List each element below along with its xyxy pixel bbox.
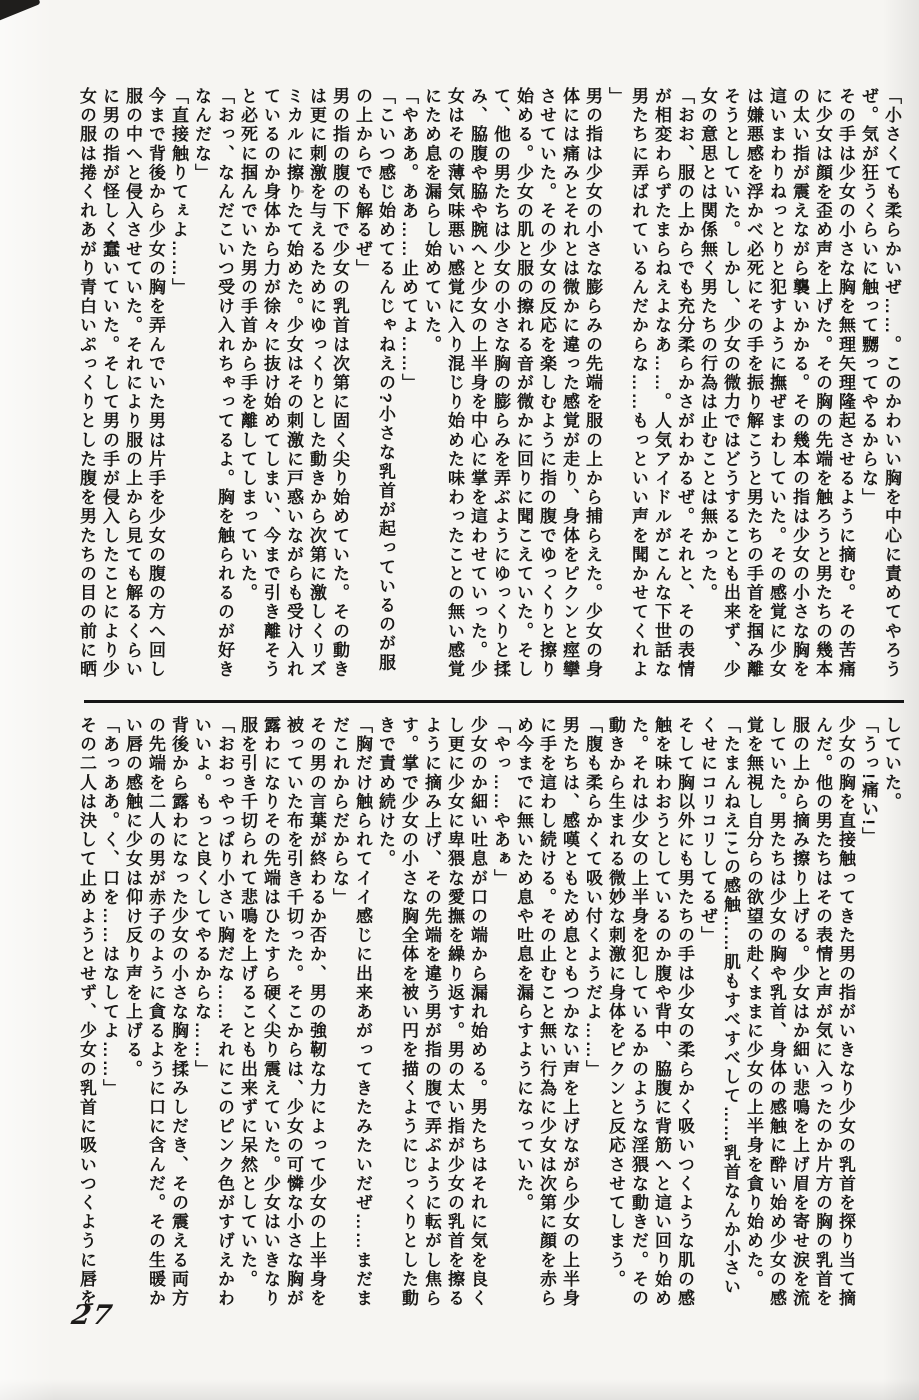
text-column: の上からでも解るぜ」: [353, 87, 372, 278]
page-number: 27: [69, 1300, 117, 1331]
text-column: と必死に掴んでいた男の手首から手を離してしまっていた。: [238, 87, 257, 603]
text-column: 動きから生まれる微妙な刺激に身体をピクンと反応させてしまう。: [606, 716, 625, 1289]
text-column: に少女は顔を歪め声を上げた。その胸の先端を触ろうと男たちの幾本: [813, 87, 832, 680]
text-column: していた。男たちは少女の胸や乳首、身体の感触に酔い始め少女の感: [767, 716, 786, 1309]
text-column: 「直接触りてぇよ……」: [169, 87, 188, 298]
text-column: の太い指が震えながら襲いかかる。その幾本の指は少女の小さな胸を: [790, 87, 809, 680]
text-column: 男たちに弄ばれているんだからな……もっといい声を聞かせてくれよ: [629, 87, 648, 680]
text-column: その男の言葉が終わるか否か、男の強靭な力によって少女の上半身を: [307, 716, 326, 1309]
text-column: し更に少女に卑猥な愛撫を繰り返す。男の太い指が少女の乳首を擦る: [445, 716, 464, 1309]
text-column: 女はその薄気味悪い感覚に入り混じり始めた味わったことの無い感覚: [445, 87, 464, 680]
text-column: 男の指は少女の小さな膨らみの先端を服の上から捕らえた。少女の身: [583, 87, 602, 680]
section-divider: [84, 700, 904, 703]
text-column: 覚を無視し自分らの欲望の赴くままに少女の上半身を貪り始めた。: [744, 716, 763, 1289]
text-column: ように摘み上げ、その先端を違う男が指の腹で弄ぶように転がし焦ら: [422, 716, 441, 1309]
text-column: 「胸だけ触られてイイ感じに出来あがってきたみたいだぜ……まだま: [353, 716, 372, 1309]
text-column: 「やっ……やあぁ」: [491, 716, 510, 888]
text-column: は嫌悪感を浮かべ必死にその手を振り解こうと男たちの手首を掴み離: [744, 87, 763, 680]
text-column: いいよ。もっと良くしてやるからな……」: [192, 716, 211, 1079]
text-column: そうとしていた。しかし、少女の微力ではどうすることも出来ず、少: [721, 87, 740, 680]
text-column: 背後から露わになった少女の小さな胸を揉みしだき、その震える両方: [169, 716, 188, 1309]
text-column: の先端を二人の男が赤子のように貪るように口に含んだ。その生暖か: [146, 716, 165, 1309]
text-column: 服の中へと侵入させていた。それにより服の上から見ても解るくらい: [123, 87, 142, 680]
text-column: んだ。他の男たちはその表情と声が気に入ったのか片方の胸の乳首を: [813, 716, 832, 1309]
text-column: 男の指の腹の下で少女の乳首は次第に固く尖り始めていた。その動き: [330, 87, 349, 680]
text-column: が相変わらずたまらねえよなあ……。人気アイドルがこんな下世話な: [652, 87, 671, 680]
text-column: に男の指が怪しく蠢いていた。そして男の手が侵入したことにより少: [100, 87, 119, 680]
text-column: きで責め続けた。: [376, 716, 395, 869]
text-column: 女の服は捲くれあがり青白いぷっくりとした腹を男たちの目の前に晒: [77, 87, 96, 680]
scan-corner-artifact: [0, 0, 41, 22]
text-column: その手は少女の小さな胸を無理矢理隆起させるように摘む。その苦痛: [836, 87, 855, 680]
text-column: 「こいつ感じ始めてるんじゃねえの?小さな乳首が起っているのが服: [376, 87, 395, 673]
text-column: ミカルに擦りたて始めた。少女はその刺激に戸惑いながらも受け入れ: [284, 87, 303, 680]
text-column: 服を引き千切られて悲鳴を上げることも出来ずに呆然としていた。: [238, 716, 257, 1289]
text-column: ぜ。気が狂うくらいに触って嬲ってやるからな」: [859, 87, 878, 508]
top-text-block: [74, 87, 903, 687]
text-column: していた。: [882, 716, 901, 812]
text-column: 「あっああ。く、口を……はなしてよ……」: [100, 716, 119, 1098]
text-column: その二人は決して止めようとせず、少女の乳首に吸いつくように唇を: [77, 716, 96, 1309]
text-column: 」: [606, 87, 625, 107]
text-column: 少女のか細い吐息が口の端から漏れ始める。男たちはそれに気を良く: [468, 716, 487, 1309]
text-column: なんだな」: [192, 87, 211, 183]
text-column: は更に刺激を与えるためにゆっくりとした動きから次第に激しくリズ: [307, 87, 326, 680]
text-column: ているのか身体から力が徐々に抜け始めてしまい、今まで引き離そう: [261, 87, 280, 680]
text-column: 「小さくても柔らかいぜ……。このかわいい胸を中心に責めてやろう: [882, 87, 901, 680]
text-column: 女の意思とは関係無く男たちの行為は止むことは無かった。: [698, 87, 717, 603]
text-column: くせにコリコリしてるぜ」: [698, 716, 717, 946]
text-column: 触を味わおうとしているのか腹や背中、脇腹に背筋へと這い回り始め: [652, 716, 671, 1309]
text-column: め今までに無いため息や吐息を漏らすようになっていた。: [514, 716, 533, 1213]
text-column: 始める。少女の肌と服の擦れる音が微かに回りに聞こえていた。そし: [514, 87, 533, 680]
text-column: 体には痛みとそれとは微かに違った感覚が走り、身体をピクンと痙攣: [560, 87, 579, 680]
text-column: だこれからだからな」: [330, 716, 349, 907]
text-column: 「おお、服の上からでも充分柔らかさがわかるぜ。それと、その表情: [675, 87, 694, 680]
text-column: 「腹も柔らかくて吸い付くようだよ……」: [583, 716, 602, 1079]
text-column: 少女の胸を直接触ってきた男の指がいきなり少女の乳首を探り当て摘: [836, 716, 855, 1309]
text-column: み、脇腹や脇や腕へと少女の上半身を中心に掌を這わせていった。少: [468, 87, 487, 680]
text-column: 露わになりその先端はひたすら硬く尖り震えていた。少女はいきなり: [261, 716, 280, 1309]
text-column: 「うっ!痛い!」: [859, 716, 878, 847]
text-column: そして胸以外にも男たちの手は少女の柔らかく吸いつくような肌の感: [675, 716, 694, 1309]
text-column: 服の上から摘み擦り上げる。少女はか細い悲鳴を上げ眉を寄せ涙を流: [790, 716, 809, 1309]
text-column: に手を這わし続ける。その止むこと無い行為に少女は次第に顔を赤ら: [537, 716, 556, 1309]
text-column: 男たちは、感嘆ともため息ともつかない声を上げながら少女の上半身: [560, 716, 579, 1309]
text-column: 「おっ、なんだこいつ受け入れちゃってるよ。胸を触られるのが好き: [215, 87, 234, 680]
text-column: た。それは少女の上半身を犯しているかのような淫猥な動きだ。その: [629, 716, 648, 1309]
text-column: 今まで背後から少女の胸を弄んでいた男は片手を少女の腹の方へ回し: [146, 87, 165, 680]
text-column: 被っていた布を引き千切った。そこからは、少女の可憐な小さな胸が: [284, 716, 303, 1309]
bottom-text-block: [74, 716, 903, 1316]
text-column: い唇の感触に少女は仰け反り声を上げる。: [123, 716, 142, 1079]
text-column: 這いまわりねっとりと犯すように撫ぜまわしていた。その感覚に少女: [767, 87, 786, 680]
text-column: 「やああ。ああ……止めてよ……」: [399, 87, 418, 393]
text-column: にため息を漏らし始めていた。: [422, 87, 441, 355]
text-column: 「たまんねえ!この感触……肌もすべすべして……乳首なんか小さい: [721, 716, 740, 1297]
text-column: させていた。その少女の反応を楽しむように指の腹でゆっくりと擦り: [537, 87, 556, 680]
text-column: 「おおっやっぱり小さい胸だな……それにこのピンク色がすげえかわ: [215, 716, 234, 1309]
text-column: す。掌で少女の小さな胸全体を被い円を描くようにじっくりとした動: [399, 716, 418, 1309]
text-column: て、他の男たちは少女の小さな胸の膨らみを弄ぶようにゆっくりと揉: [491, 87, 510, 680]
